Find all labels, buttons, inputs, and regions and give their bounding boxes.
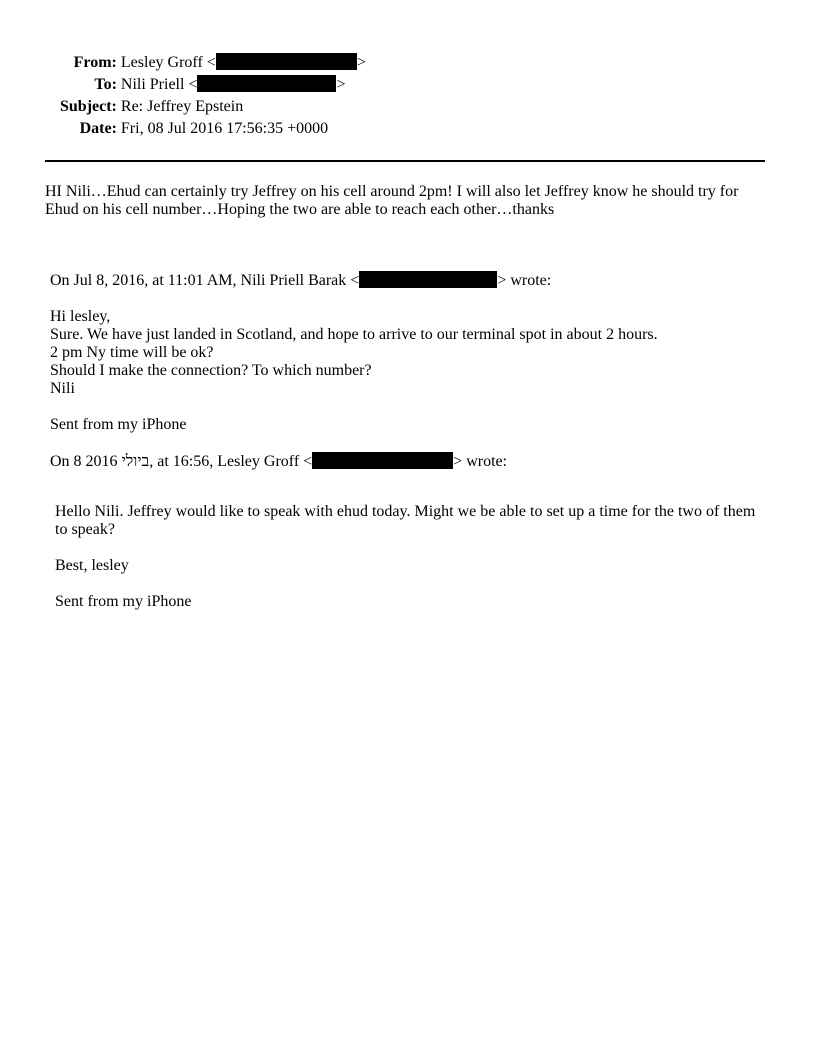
redacted-email-block (197, 75, 336, 92)
to-value (121, 74, 366, 96)
quote-line: 2 pm Ny time will be ok? (50, 344, 214, 361)
to-bracket: > (336, 76, 346, 93)
redacted-email-block (359, 271, 497, 288)
date-row (60, 118, 366, 140)
quote-line: Hello Nili. Jeffrey would like to speak with ehud today. Might we be able to set up a time for the two of them (55, 503, 756, 520)
quote-line: to speak? (55, 521, 115, 538)
quote-line: Hi lesley, (50, 308, 111, 325)
subject-row (60, 96, 366, 118)
quote-line: Sure. We have just landed in Scotland, and hope to arrive to our terminal spot in about 2 hours. (50, 326, 658, 343)
attribution-text: On Jul 8, 2016, at 11:01 AM, Nili Priell Barak < (50, 272, 360, 289)
date-value: Fri, 08 Jul 2016 17:56:35 +0000 (120, 120, 329, 137)
reply-line: HI Nili…Ehud can certainly try Jeffrey on his cell around 2pm! I will also let Jeffrey know he should try for (45, 183, 739, 200)
quote-line: Should I make the connection? To which number? (50, 362, 372, 379)
attribution-hebrew-month: ביולי (121, 453, 150, 470)
attribution-text: On 8 2016 (50, 453, 118, 470)
attribution-text: , at 16:56, Lesley Groff < (149, 453, 313, 470)
quote-attribution (50, 271, 658, 290)
redacted-email-block (216, 53, 357, 70)
quote-attribution (50, 452, 658, 471)
reply-line: Ehud on his cell number…Hoping the two are able to reach each other…thanks (45, 201, 555, 218)
quote-signature: Sent from my iPhone (50, 416, 187, 433)
from-bracket: > (356, 54, 366, 71)
attribution-suffix: > wrote: (453, 453, 508, 470)
to-label: To: (94, 76, 117, 93)
reply-body (45, 183, 738, 219)
quote-signature: Sent from my iPhone (55, 593, 192, 610)
redacted-email-block (312, 452, 453, 469)
attribution-suffix: > wrote: (497, 272, 552, 289)
date-label: Date: (79, 120, 117, 137)
subject-value: Re: Jeffrey Epstein (120, 98, 244, 115)
from-name: Lesley Groff < (120, 54, 216, 71)
from-value (121, 52, 366, 74)
quoted-message-nili (50, 271, 658, 471)
from-label: From: (73, 54, 117, 71)
header-divider (45, 160, 765, 162)
quoted-message-lesley (55, 503, 755, 611)
subject-label: Subject: (60, 98, 117, 115)
to-name: Nili Priell < (120, 76, 198, 93)
to-row (60, 74, 366, 96)
quote-closing: Best, lesley (55, 557, 129, 574)
from-row (60, 52, 366, 74)
email-header (60, 52, 366, 140)
quote-line: Nili (50, 380, 75, 397)
